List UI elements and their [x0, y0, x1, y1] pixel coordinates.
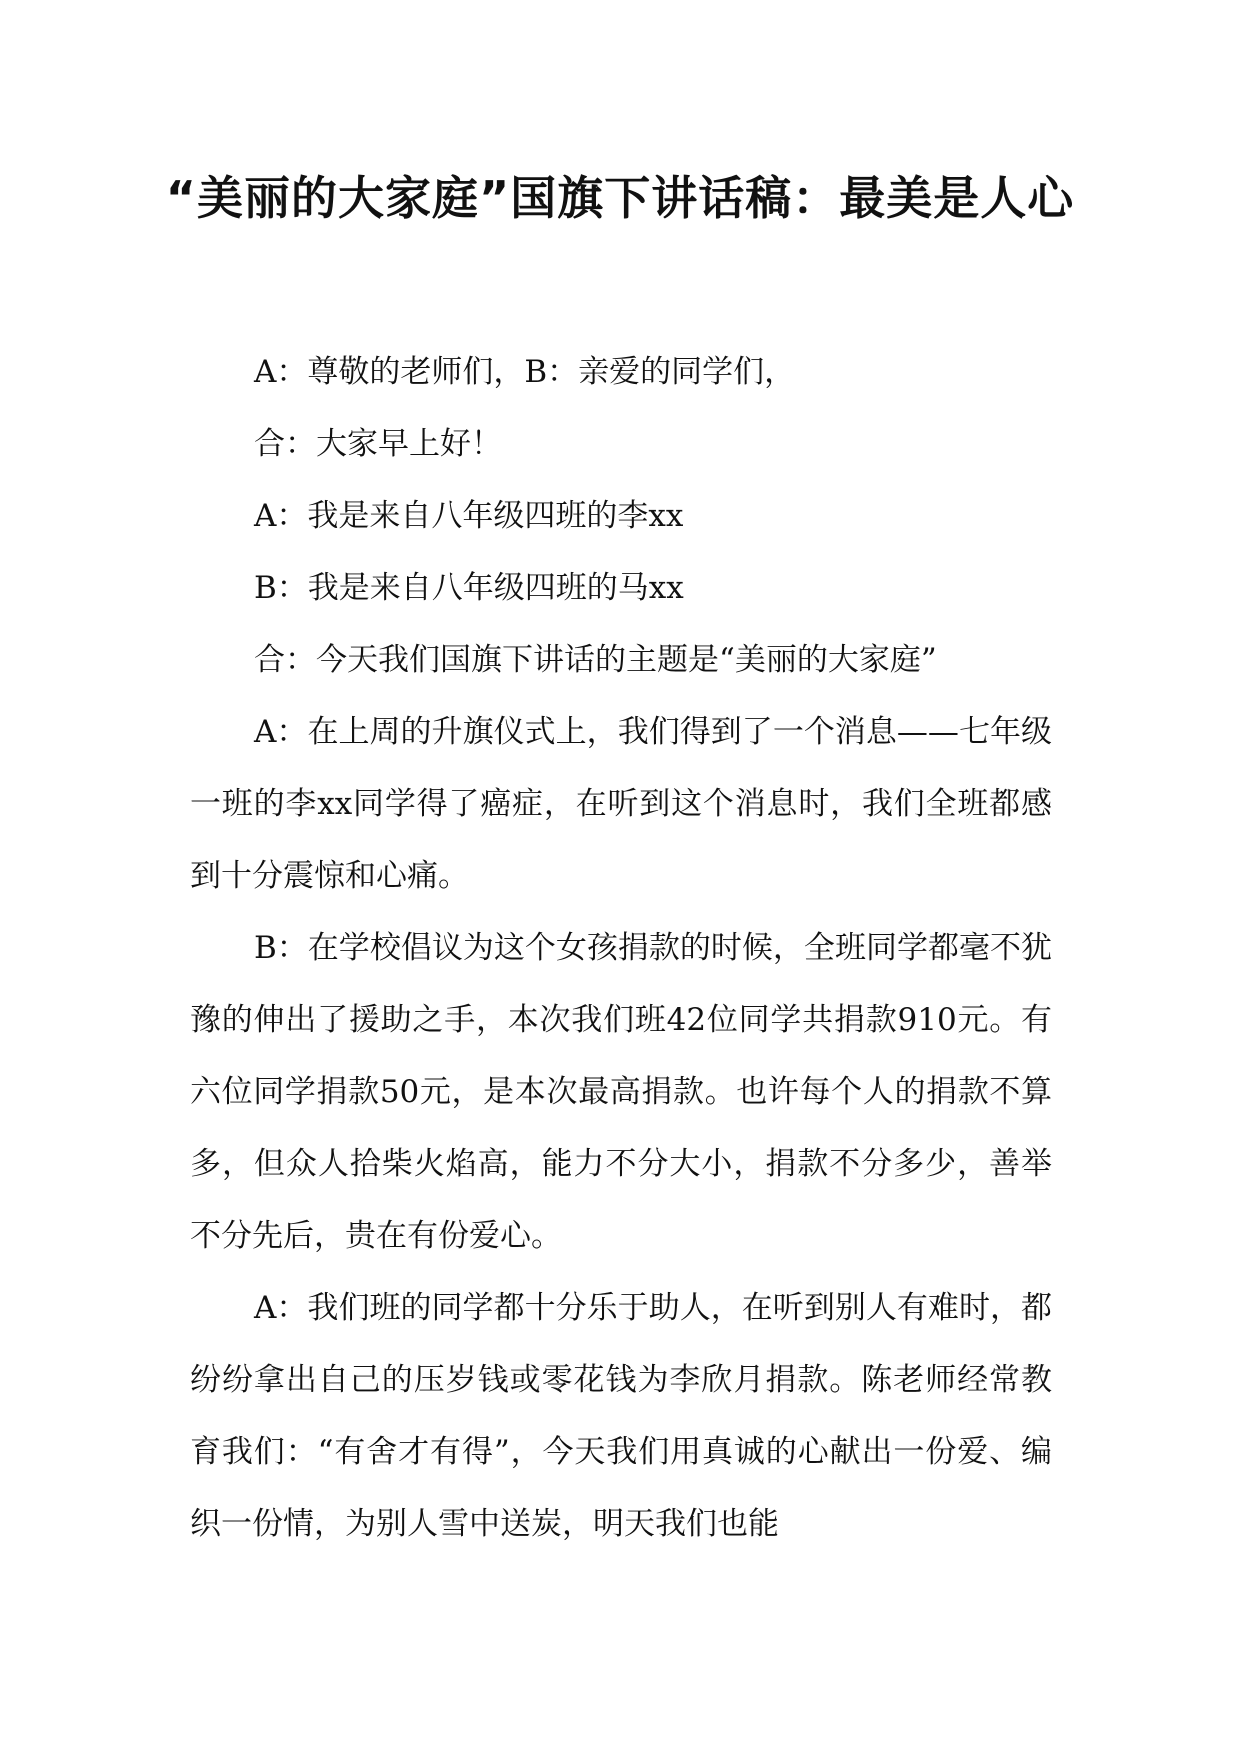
paragraph-speaker-a-intro: A：我是来自八年级四班的李xx [254, 498, 684, 534]
paragraph-donation: B：在学校倡议为这个女孩捐款的时候，全班同学都毫不犹豫的伸出了援助之手，本次我们班42位同学共捐款910元。有六位同学捐款50元，是本次最高捐款。也许每个人的捐款不算多，但众人拾柴火焰高，能力不分大小，捐款不分多少，善举不分先后，贵在有份爱心。 [190, 930, 1052, 1254]
document-body [190, 336, 1052, 1560]
paragraph-speaker-b-intro: B：我是来自八年级四班的马xx [254, 570, 684, 606]
paragraph-news: A：在上周的升旗仪式上，我们得到了一个消息——七年级一班的李xx同学得了癌症，在听到这个消息时，我们全班都感到十分震惊和心痛。 [190, 714, 1052, 894]
paragraph-topic: 合：今天我们国旗下讲话的主题是“美丽的大家庭” [254, 642, 937, 678]
document-title: “美丽的大家庭”国旗下讲话稿：最美是人心 [165, 171, 1075, 225]
paragraph-greeting: A：尊敬的老师们，B：亲爱的同学们， [254, 354, 796, 390]
paragraph-helpfulness: A：我们班的同学都十分乐于助人，在听到别人有难时，都纷纷拿出自己的压岁钱或零花钱为李欣月捐款。陈老师经常教育我们：“有舍才有得”，今天我们用真诚的心献出一份爱、编织一份情，为别人雪中送炭，明天我们也能 [190, 1290, 1052, 1542]
paragraph-good-morning: 合：大家早上好！ [254, 426, 502, 462]
